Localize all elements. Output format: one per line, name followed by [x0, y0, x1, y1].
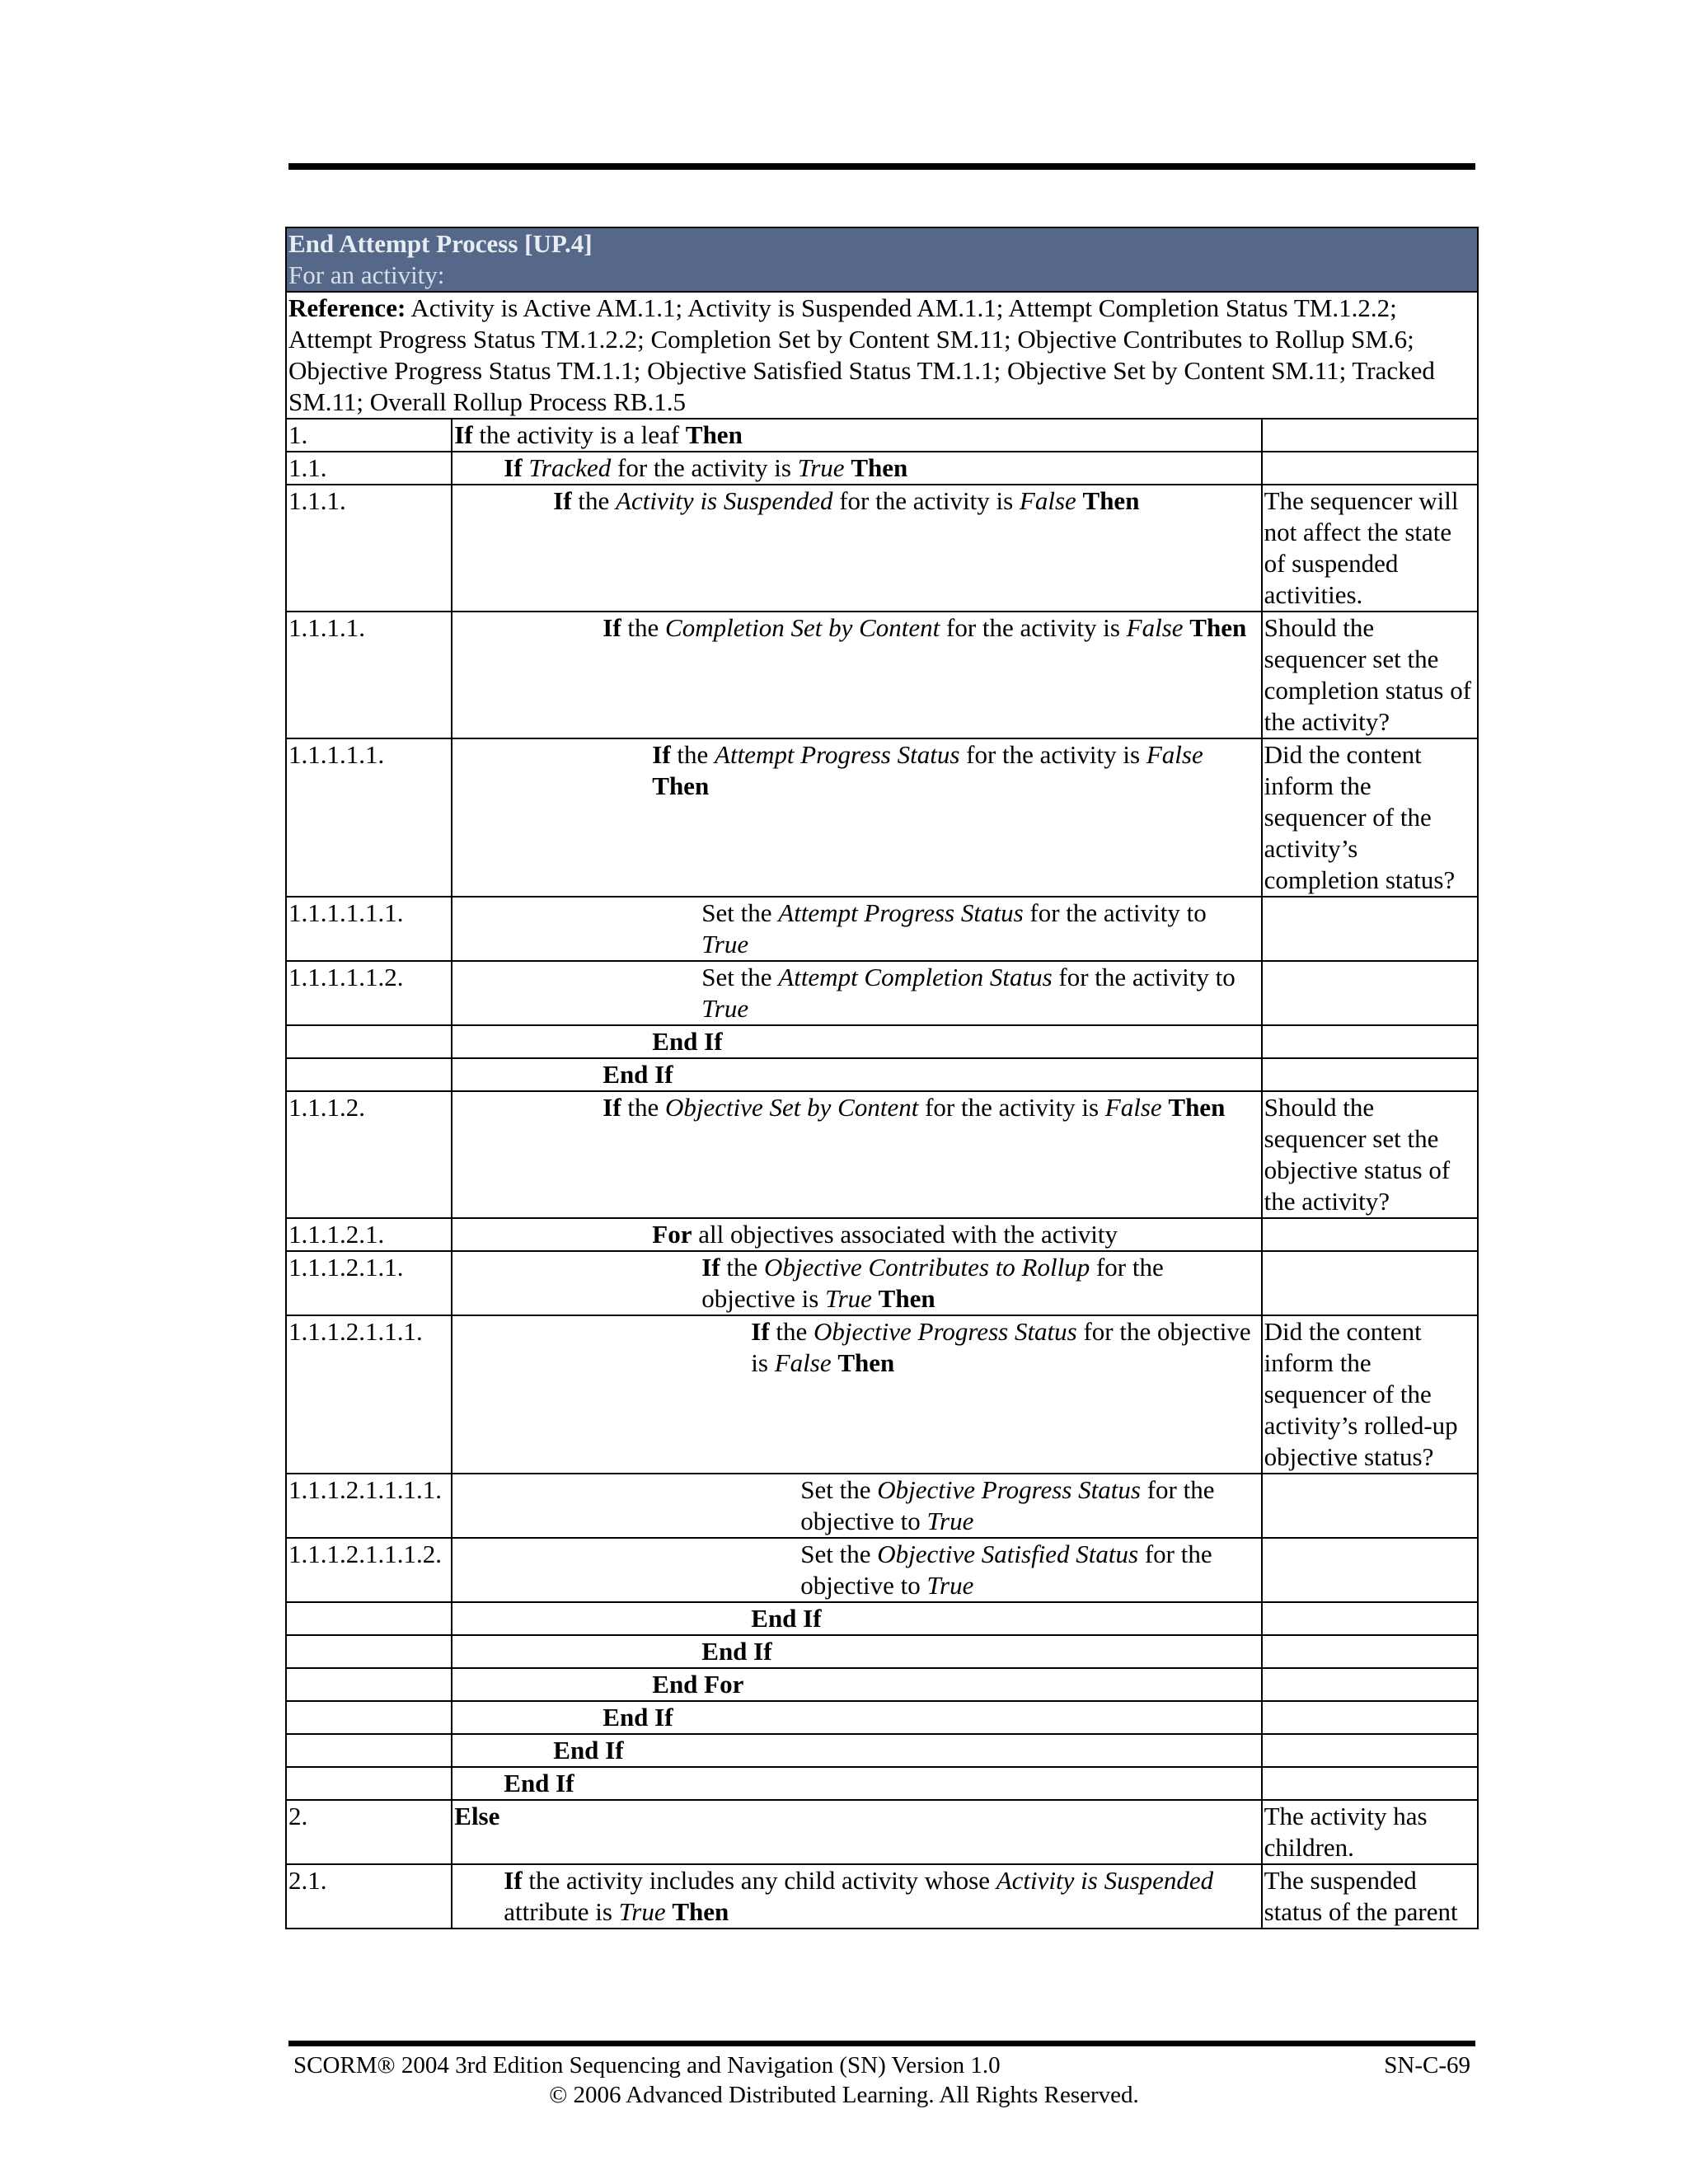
step-fragment: the activity is a leaf	[472, 420, 686, 449]
term: Objective Progress Status	[877, 1475, 1141, 1504]
step-note	[1262, 1668, 1478, 1701]
reference-cell	[286, 292, 1478, 419]
keyword: Then	[1082, 486, 1140, 515]
step-text	[452, 1668, 1261, 1701]
step-text	[452, 1864, 1261, 1929]
step-note	[1262, 1701, 1478, 1734]
term: Attempt Progress Status	[715, 740, 960, 769]
table-row	[286, 1025, 1478, 1058]
step-note	[1262, 419, 1478, 452]
term: True	[825, 1284, 872, 1313]
term: True	[618, 1897, 666, 1926]
step-fragment: all objectives associated with the activity	[692, 1220, 1118, 1249]
step-fragment: the	[621, 1093, 666, 1122]
keyword: Then	[685, 420, 743, 449]
top-rule	[288, 163, 1475, 170]
table-row	[286, 738, 1478, 897]
step-note	[1262, 897, 1478, 961]
step-number: 2.	[286, 1800, 452, 1864]
step-text	[452, 1025, 1261, 1058]
term: True	[701, 994, 749, 1023]
step-note: Should the sequencer set the objective status of the activity?	[1262, 1091, 1478, 1218]
step-note: The sequencer will not affect the state of suspended activities.	[1262, 485, 1478, 612]
step-number	[286, 1668, 452, 1701]
step-fragment: Set the	[800, 1475, 878, 1504]
step-text	[452, 1701, 1261, 1734]
step-fragment	[1076, 486, 1083, 515]
table-row	[286, 1602, 1478, 1635]
keyword: Then	[878, 1284, 935, 1313]
term: Activity is Suspended	[616, 486, 833, 515]
table-row	[286, 1701, 1478, 1734]
step-text	[452, 1602, 1261, 1635]
step-fragment: the	[670, 740, 715, 769]
process-subtitle: For an activity:	[288, 260, 445, 289]
step-text	[452, 1767, 1261, 1800]
step-note	[1262, 1635, 1478, 1668]
step-note	[1262, 1538, 1478, 1602]
step-number: 1.1.1.2.1.1.1.1.	[286, 1474, 452, 1538]
term: False	[1019, 486, 1076, 515]
step-number: 2.1.	[286, 1864, 452, 1929]
step-fragment: the	[621, 613, 666, 642]
step-note	[1262, 1767, 1478, 1800]
step-note	[1262, 1602, 1478, 1635]
term: Objective Progress Status	[814, 1317, 1077, 1346]
process-table	[285, 227, 1479, 1929]
step-number: 1.	[286, 419, 452, 452]
footer-copyright: © 2006 Advanced Distributed Learning. All Rights Reserved.	[549, 2082, 1139, 2108]
keyword: If	[504, 453, 523, 482]
step-number: 1.1.1.1.1.2.	[286, 961, 452, 1025]
term: False	[1146, 740, 1203, 769]
keyword: Else	[454, 1802, 500, 1830]
step-fragment: for the activity is	[959, 740, 1146, 769]
table-row	[286, 612, 1478, 738]
step-text	[452, 1058, 1261, 1091]
step-number: 1.1.1.1.1.	[286, 738, 452, 897]
step-note: The activity has children.	[1262, 1800, 1478, 1864]
step-number	[286, 1025, 452, 1058]
keyword: End If	[603, 1703, 673, 1732]
step-fragment: for the activity to	[1023, 898, 1207, 927]
reference-text: Activity is Active AM.1.1; Activity is Suspended AM.1.1; Attempt Completion Status TM.1.2.2; Attempt Progress Status TM.1.2.2; Completion Set by Content SM.11; Objective Contributes to Rollup SM.6; Objective Progress Status TM.1.1; Objective Satisfied Status TM.1.1; Objective Set by Content SM.11; Tracked SM.11; Overall Rollup Process RB.1.5	[288, 293, 1435, 416]
keyword: If	[701, 1253, 720, 1282]
step-number: 1.1.1.2.	[286, 1091, 452, 1218]
table-row	[286, 1315, 1478, 1474]
step-text	[452, 1218, 1261, 1251]
step-fragment: the	[720, 1253, 765, 1282]
step-note: Should the sequencer set the completion status of the activity?	[1262, 612, 1478, 738]
term: Attempt Progress Status	[778, 898, 1024, 927]
footer-page-number: SN-C-69	[1384, 2052, 1470, 2079]
step-text	[452, 485, 1261, 612]
step-fragment: the activity includes any child activity whose	[522, 1866, 996, 1895]
keyword: Then	[837, 1348, 895, 1377]
step-note: Did the content inform the sequencer of the activity’s rolled-up objective status?	[1262, 1315, 1478, 1474]
step-note	[1262, 1025, 1478, 1058]
step-fragment: for the objective is	[701, 1253, 1164, 1313]
step-text	[452, 1091, 1261, 1218]
keyword: Then	[1189, 613, 1247, 642]
step-fragment: for the activity is	[918, 1093, 1105, 1122]
step-fragment: for the activity is	[832, 486, 1020, 515]
step-text	[452, 1474, 1261, 1538]
footer-rule	[288, 2041, 1475, 2046]
step-number: 1.1.1.2.1.1.1.	[286, 1315, 452, 1474]
footer-document-title: SCORM® 2004 3rd Edition Sequencing and Navigation (SN) Version 1.0	[293, 2052, 1001, 2079]
step-text	[452, 612, 1261, 738]
table-row	[286, 1635, 1478, 1668]
step-text	[452, 452, 1261, 485]
keyword: If	[504, 1866, 523, 1895]
step-number	[286, 1701, 452, 1734]
table-row	[286, 452, 1478, 485]
table-row	[286, 1474, 1478, 1538]
term: Completion Set by Content	[665, 613, 940, 642]
keyword: End If	[652, 1027, 723, 1056]
step-number: 1.1.1.	[286, 485, 452, 612]
table-row	[286, 1538, 1478, 1602]
step-fragment: attribute is	[504, 1897, 619, 1926]
step-note	[1262, 452, 1478, 485]
step-fragment: for the activity to	[1052, 963, 1236, 991]
term: False	[774, 1348, 832, 1377]
step-number: 1.1.1.1.	[286, 612, 452, 738]
table-row	[286, 961, 1478, 1025]
keyword: Then	[851, 453, 908, 482]
term: Objective Set by Content	[665, 1093, 919, 1122]
table-row	[286, 1091, 1478, 1218]
step-fragment: Set the	[800, 1540, 878, 1568]
keyword: Then	[672, 1897, 729, 1926]
keyword: End If	[603, 1060, 673, 1089]
keyword: Then	[1168, 1093, 1226, 1122]
step-text	[452, 1315, 1261, 1474]
term: Objective Satisfied Status	[877, 1540, 1139, 1568]
step-fragment: the	[571, 486, 617, 515]
step-fragment: for the objective is	[751, 1317, 1251, 1377]
term: True	[926, 1507, 974, 1535]
step-note	[1262, 1734, 1478, 1767]
reference-label: Reference:	[288, 293, 406, 322]
step-fragment: the	[769, 1317, 814, 1346]
keyword: End If	[751, 1604, 822, 1633]
table-row	[286, 1734, 1478, 1767]
table-row	[286, 897, 1478, 961]
keyword: End If	[553, 1736, 624, 1765]
step-number: 1.1.	[286, 452, 452, 485]
step-text	[452, 419, 1261, 452]
header-row	[286, 227, 1478, 292]
keyword: If	[454, 420, 473, 449]
table-row	[286, 485, 1478, 612]
step-note	[1262, 1251, 1478, 1315]
step-fragment: Set the	[701, 898, 779, 927]
step-note: Did the content inform the sequencer of the activity’s completion status?	[1262, 738, 1478, 897]
step-number: 1.1.1.2.1.1.1.2.	[286, 1538, 452, 1602]
step-text	[452, 961, 1261, 1025]
table-row	[286, 1800, 1478, 1864]
step-note: The suspended status of the parent	[1262, 1864, 1478, 1929]
step-number: 1.1.1.1.1.1.	[286, 897, 452, 961]
process-title: End Attempt Process [UP.4]	[288, 229, 593, 258]
step-number	[286, 1635, 452, 1668]
term: Attempt Completion Status	[778, 963, 1053, 991]
keyword: End If	[504, 1769, 574, 1797]
table-row	[286, 1767, 1478, 1800]
term: Activity is Suspended	[996, 1866, 1214, 1895]
step-number	[286, 1734, 452, 1767]
table-row	[286, 1668, 1478, 1701]
reference-row	[286, 292, 1478, 419]
keyword: If	[603, 1093, 621, 1122]
step-fragment: for the objective to	[800, 1475, 1215, 1535]
step-number	[286, 1602, 452, 1635]
term: True	[797, 453, 845, 482]
step-number	[286, 1058, 452, 1091]
step-fragment	[872, 1284, 879, 1313]
step-fragment: for the activity is	[940, 613, 1127, 642]
step-text	[452, 1251, 1261, 1315]
table-row	[286, 1251, 1478, 1315]
step-text	[452, 897, 1261, 961]
step-note	[1262, 1474, 1478, 1538]
term: False	[1104, 1093, 1162, 1122]
step-number: 1.1.1.2.1.	[286, 1218, 452, 1251]
step-note	[1262, 1058, 1478, 1091]
step-number	[286, 1767, 452, 1800]
table-row	[286, 1864, 1478, 1929]
keyword: If	[603, 613, 621, 642]
header-cell	[286, 227, 1478, 292]
step-number: 1.1.1.2.1.1.	[286, 1251, 452, 1315]
term: Tracked	[528, 453, 612, 482]
keyword: End If	[701, 1637, 772, 1666]
step-fragment: for the activity is	[611, 453, 798, 482]
keyword: End For	[652, 1670, 744, 1699]
table-row	[286, 1218, 1478, 1251]
term: True	[926, 1571, 974, 1600]
step-note	[1262, 961, 1478, 1025]
keyword: If	[553, 486, 572, 515]
step-text	[452, 1538, 1261, 1602]
table-row	[286, 1058, 1478, 1091]
keyword: For	[652, 1220, 692, 1249]
step-text	[452, 1800, 1261, 1864]
step-note	[1262, 1218, 1478, 1251]
term: False	[1126, 613, 1184, 642]
term: True	[701, 930, 749, 958]
step-text	[452, 1734, 1261, 1767]
keyword: Then	[652, 771, 710, 800]
keyword: If	[751, 1317, 770, 1346]
keyword: If	[652, 740, 671, 769]
step-fragment: for the objective to	[800, 1540, 1212, 1600]
step-text	[452, 738, 1261, 897]
step-text	[452, 1635, 1261, 1668]
step-fragment: Set the	[701, 963, 779, 991]
term: Objective Contributes to Rollup	[764, 1253, 1090, 1282]
table-row	[286, 419, 1478, 452]
